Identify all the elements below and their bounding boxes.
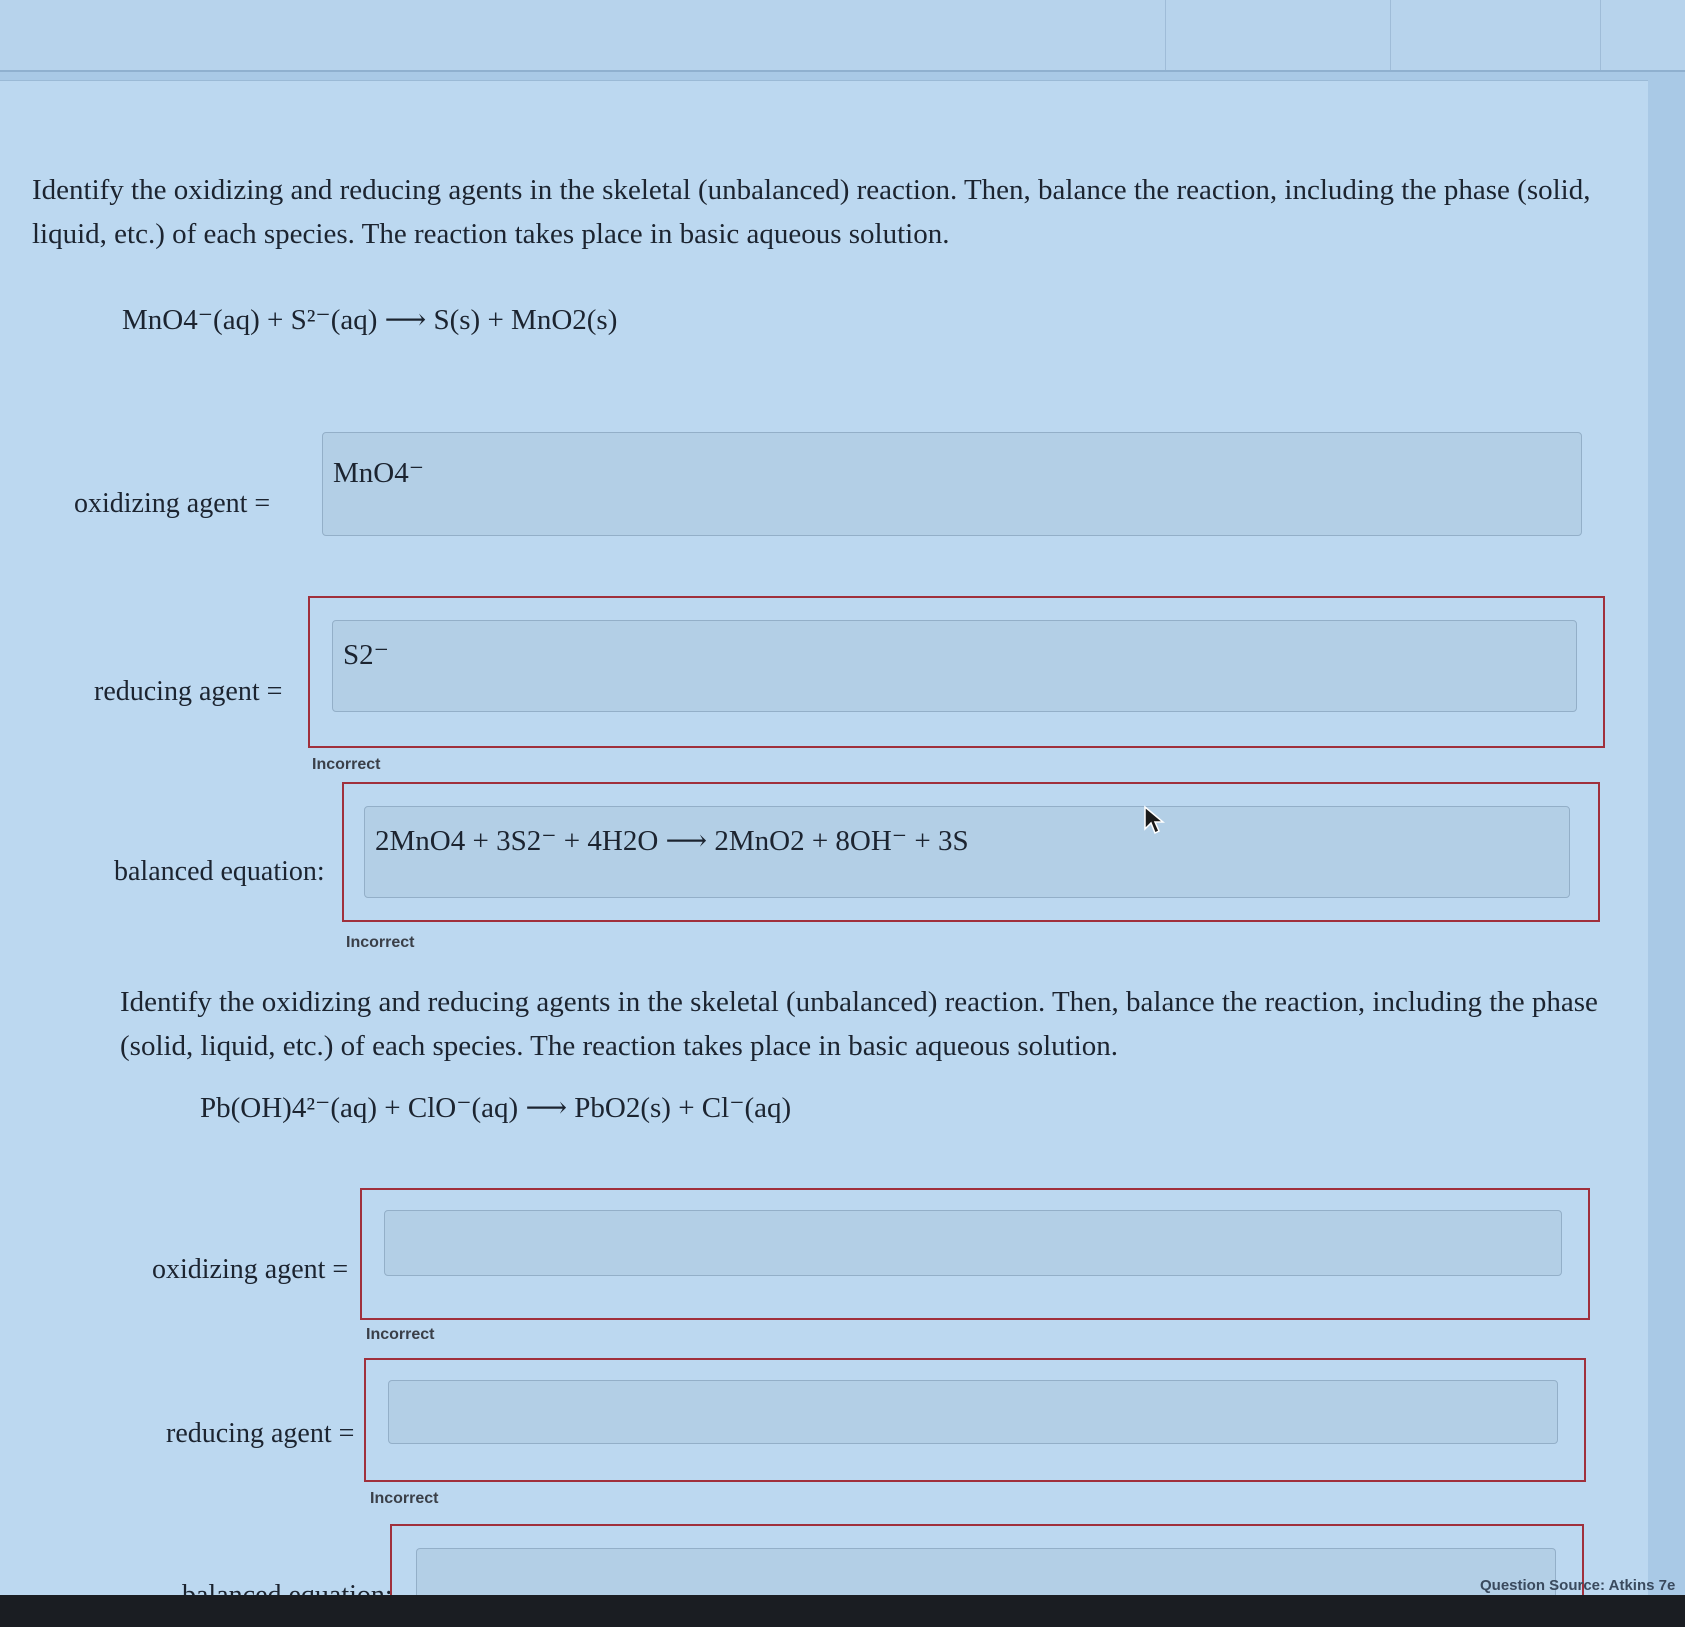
toolbar-divider bbox=[1600, 0, 1601, 70]
p1-reducing-label: reducing agent = bbox=[94, 676, 283, 707]
bottom-bezel bbox=[0, 1595, 1685, 1627]
p2-reducing-input[interactable] bbox=[388, 1380, 1558, 1444]
p1-oxidizing-value: MnO4⁻ bbox=[333, 457, 425, 489]
p2-balanced-input[interactable] bbox=[416, 1548, 1556, 1595]
mouse-pointer-icon bbox=[1143, 805, 1165, 835]
question-source: Question Source: Atkins 7e bbox=[1480, 1577, 1676, 1594]
p2-reducing-feedback: Incorrect bbox=[370, 1490, 439, 1507]
p2-reducing-label: reducing agent = bbox=[166, 1418, 355, 1449]
problem2-equation bbox=[200, 1090, 791, 1125]
toolbar-divider bbox=[1390, 0, 1391, 70]
p1-balanced-feedback: Incorrect bbox=[346, 934, 415, 951]
p1-balanced-value: 2MnO4 + 3S2⁻ + 4H2O ⟶ 2MnO2 + 8OH⁻ + 3S bbox=[375, 825, 969, 857]
problem1-equation-text: MnO4⁻(aq) + S²⁻(aq) ⟶ S(s) + MnO2(s) bbox=[122, 304, 618, 336]
p1-reducing-input[interactable] bbox=[332, 620, 1577, 712]
p1-balanced-label: balanced equation: bbox=[114, 856, 325, 887]
problem2-equation-text: Pb(OH)4²⁻(aq) + ClO⁻(aq) ⟶ PbO2(s) + Cl⁻(aq) bbox=[200, 1092, 792, 1124]
problem2-prompt: Identify the oxidizing and reducing agents in the skeletal (unbalanced) reaction. Then, balance the reaction, including the phase (solid, liquid, etc.) of each species. The reaction takes place in basic aqueous solution. bbox=[120, 986, 1598, 1062]
p1-reducing-value: S2⁻ bbox=[343, 639, 389, 671]
p1-oxidizing-input[interactable] bbox=[322, 432, 1582, 536]
toolbar-divider bbox=[1165, 0, 1166, 70]
p2-oxidizing-feedback: Incorrect bbox=[366, 1326, 435, 1343]
p1-oxidizing-label: oxidizing agent = bbox=[74, 488, 271, 519]
p1-balanced-input[interactable] bbox=[364, 806, 1570, 898]
top-toolbar-strip bbox=[0, 0, 1685, 72]
p2-oxidizing-input[interactable] bbox=[384, 1210, 1562, 1276]
problem1-prompt: Identify the oxidizing and reducing agents in the skeletal (unbalanced) reaction. Then, balance the reaction, including the phase (solid, liquid, etc.) of each species. The reaction takes place in basic aqueous solution. bbox=[32, 174, 1591, 250]
p2-oxidizing-label: oxidizing agent = bbox=[152, 1254, 349, 1285]
p1-reducing-feedback: Incorrect bbox=[312, 756, 381, 773]
problem1-equation bbox=[122, 302, 617, 337]
